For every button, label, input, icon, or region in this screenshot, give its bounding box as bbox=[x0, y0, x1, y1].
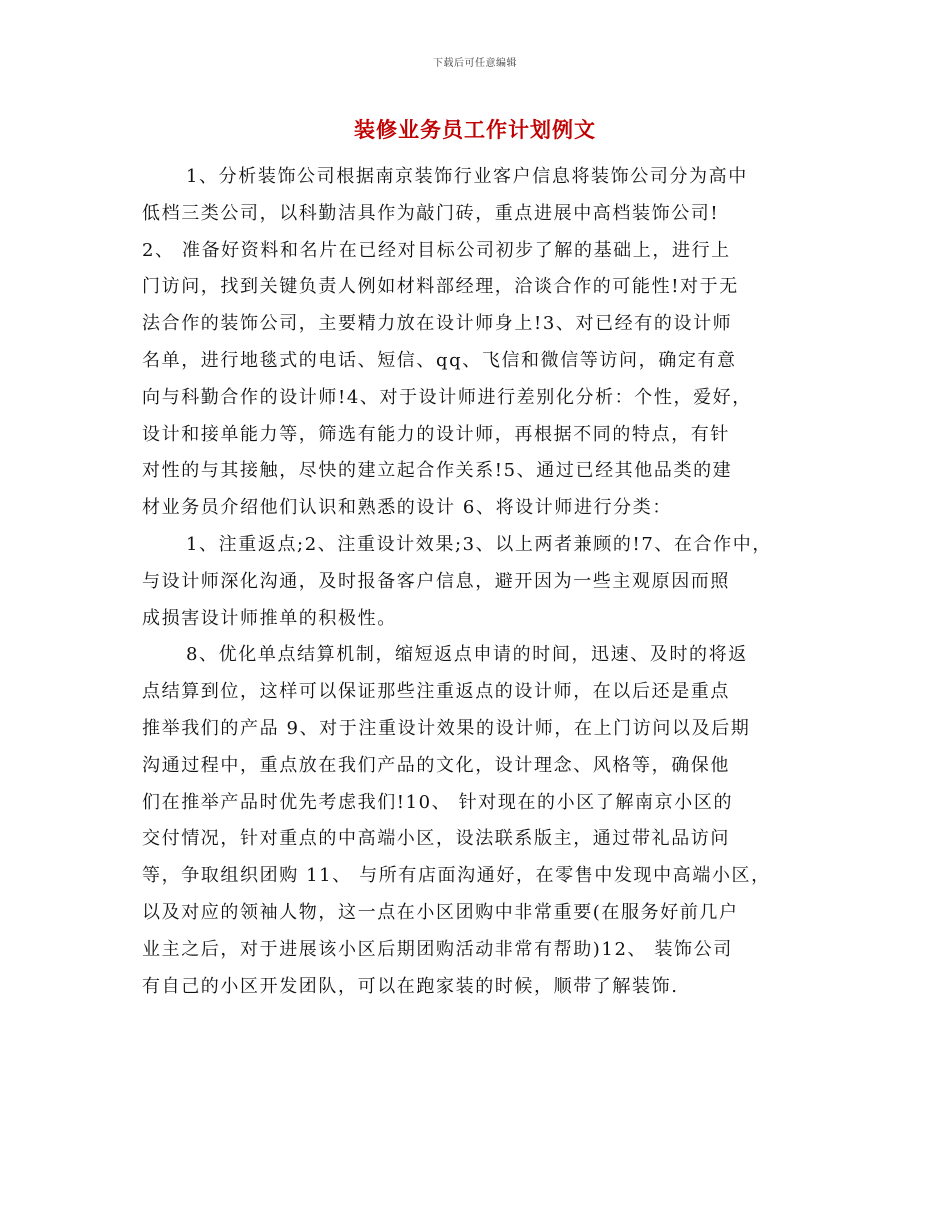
body-line: 成损害设计师推单的积极性。 bbox=[142, 607, 397, 629]
body-line: 材业务员介绍他们认识和熟悉的设计 6、将设计师进行分类： bbox=[142, 497, 672, 519]
document-body bbox=[142, 159, 822, 1005]
body-line: 对性的与其接触，尽快的建立起合作关系!5、通过已经其他品类的建 bbox=[142, 460, 733, 482]
body-line: 以及对应的领袖人物，这一点在小区团购中非常重要(在服务好前几户 bbox=[142, 901, 739, 923]
body-line: 名单，进行地毯式的电话、短信、qq、飞信和微信等访问，确定有意 bbox=[142, 349, 737, 371]
body-line: 8、优化单点结算机制，缩短返点申请的时间，迅速、及时的将返 bbox=[186, 644, 748, 666]
body-line: 2、 准备好资料和名片在已经对目标公司初步了解的基础上，进行上 bbox=[142, 239, 731, 261]
body-line: 法合作的装饰公司，主要精力放在设计师身上!3、对已经有的设计师 bbox=[142, 313, 733, 335]
header-note: 下载后可任意编辑 bbox=[433, 58, 517, 69]
body-line: 交付情况，针对重点的中高端小区，设法联系版主，通过带礼品访问 bbox=[142, 828, 730, 850]
body-line: 与设计师深化沟通，及时报备客户信息，避开因为一些主观原因而照 bbox=[142, 570, 730, 592]
body-line: 门访问，找到关键负责人例如材料部经理，洽谈合作的可能性!对于无 bbox=[142, 276, 739, 298]
body-line: 等，争取组织团购 11、 与所有店面沟通好，在零售中发现中高端小区， bbox=[142, 865, 771, 887]
body-line: 沟通过程中，重点放在我们产品的文化，设计理念、风格等，确保他 bbox=[142, 754, 730, 776]
body-line: 1、注重返点;2、注重设计效果;3、以上两者兼顾的!7、在合作中， bbox=[186, 533, 772, 555]
body-line: 向与科勤合作的设计师!4、对于设计师进行差别化分析：个性，爱好， bbox=[142, 386, 752, 408]
body-line: 推举我们的产品 9、对于注重设计效果的设计师，在上门访问以及后期 bbox=[142, 717, 751, 739]
body-line: 低档三类公司，以科勤洁具作为敲门砖，重点进展中高档装饰公司! bbox=[142, 202, 720, 224]
body-line: 1、分析装饰公司根据南京装饰行业客户信息将装饰公司分为高中 bbox=[186, 166, 748, 187]
body-line: 业主之后，对于进展该小区后期团购活动非常有帮助)12、 装饰公司 bbox=[142, 938, 733, 960]
body-line: 们在推举产品时优先考虑我们!10、 针对现在的小区了解南京小区的 bbox=[142, 791, 734, 813]
body-line: 设计和接单能力等，筛选有能力的设计师，再根据不同的特点，有针 bbox=[142, 423, 730, 445]
document-title: 装修业务员工作计划例文 bbox=[354, 117, 596, 142]
body-line: 有自己的小区开发团队，可以在跑家装的时候，顺带了解装饰. bbox=[142, 975, 679, 997]
body-line: 点结算到位，这样可以保证那些注重返点的设计师，在以后还是重点 bbox=[142, 681, 730, 703]
